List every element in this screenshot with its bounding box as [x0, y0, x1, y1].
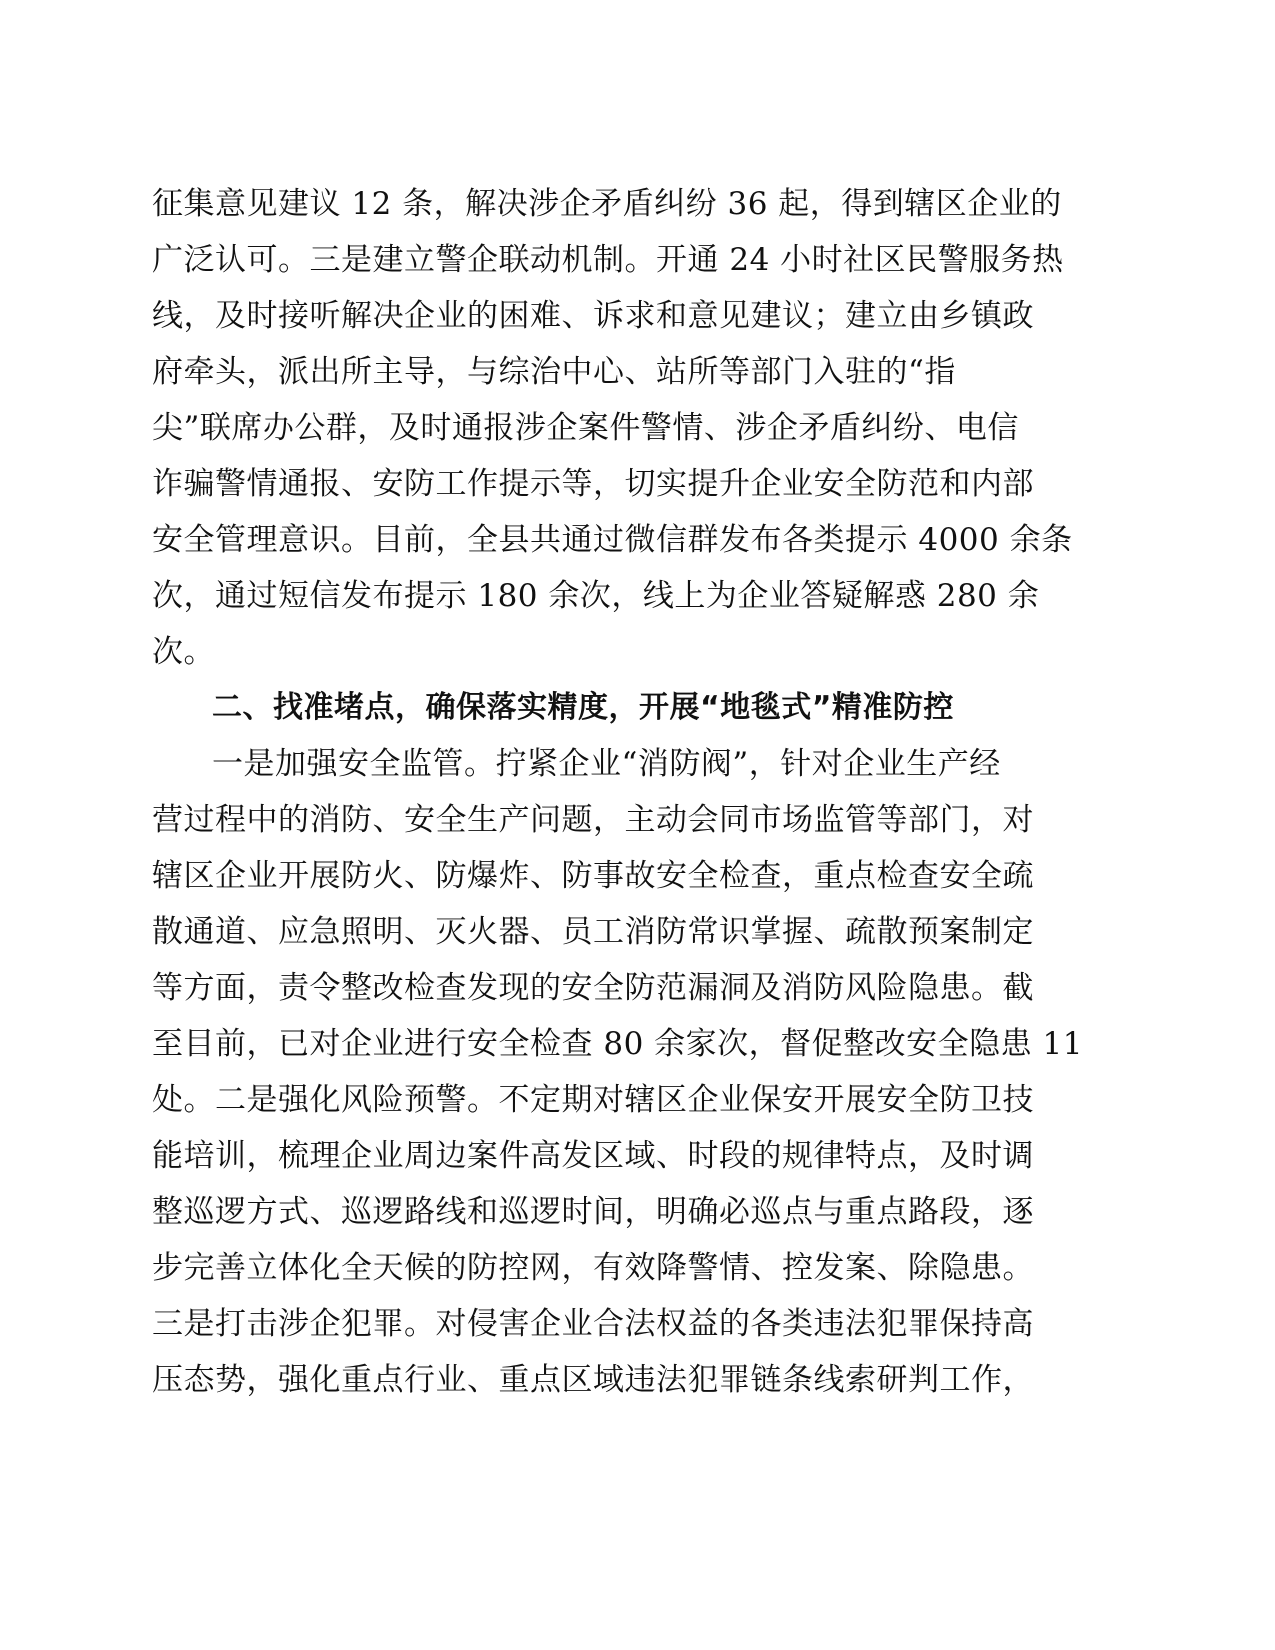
paragraph-line: 线，及时接听解决企业的困难、诉求和意见建议；建立由乡镇政 [152, 298, 1034, 334]
paragraph-line: 次，通过短信发布提示 180 余次，线上为企业答疑解惑 280 余 [152, 578, 1040, 614]
paragraph-line: 三是打击涉企犯罪。对侵害企业合法权益的各类违法犯罪保持高 [152, 1306, 1034, 1342]
paragraph-line: 压态势，强化重点行业、重点区域违法犯罪链条线索研判工作， [152, 1362, 1034, 1398]
paragraph-line: 次。 [152, 634, 215, 670]
paragraph-line: 广泛认可。三是建立警企联动机制。开通 24 小时社区民警服务热 [152, 242, 1064, 278]
paragraph-line: 等方面，责令整改检查发现的安全防范漏洞及消防风险隐患。截 [152, 970, 1034, 1006]
paragraph-line: 至目前，已对企业进行安全检查 80 余家次，督促整改安全隐患 11 [152, 1026, 1083, 1062]
paragraph-line: 辖区企业开展防火、防爆炸、防事故安全检查，重点检查安全疏 [152, 858, 1034, 894]
paragraph-line: 整巡逻方式、巡逻路线和巡逻时间，明确必巡点与重点路段，逐 [152, 1194, 1034, 1230]
paragraph-line: 一是加强安全监管。拧紧企业“消防阀”，针对企业生产经 [212, 746, 1001, 782]
paragraph-line: 能培训，梳理企业周边案件高发区域、时段的规律特点，及时调 [152, 1138, 1034, 1174]
paragraph-line: 府牵头，派出所主导，与综治中心、站所等部门入驻的“指 [152, 354, 956, 390]
paragraph-line: 营过程中的消防、安全生产问题，主动会同市场监管等部门，对 [152, 802, 1034, 838]
paragraph-line: 散通道、应急照明、灭火器、员工消防常识掌握、疏散预案制定 [152, 914, 1034, 950]
paragraph-line: 步完善立体化全天候的防控网，有效降警情、控发案、除隐患。 [152, 1250, 1034, 1286]
paragraph-line: 处。二是强化风险预警。不定期对辖区企业保安开展安全防卫技 [152, 1082, 1034, 1118]
paragraph-line: 诈骗警情通报、安防工作提示等，切实提升企业安全防范和内部 [152, 466, 1034, 502]
paragraph-line: 安全管理意识。目前，全县共通过微信群发布各类提示 4000 余条 [152, 522, 1073, 558]
paragraph-line: 尖”联席办公群，及时通报涉企案件警情、涉企矛盾纠纷、电信 [152, 410, 1019, 446]
paragraph-line: 征集意见建议 12 条，解决涉企矛盾纠纷 36 起，得到辖区企业的 [152, 186, 1062, 222]
section-heading: 二、找准堵点，确保落实精度，开展“地毯式”精准防控 [212, 690, 954, 725]
